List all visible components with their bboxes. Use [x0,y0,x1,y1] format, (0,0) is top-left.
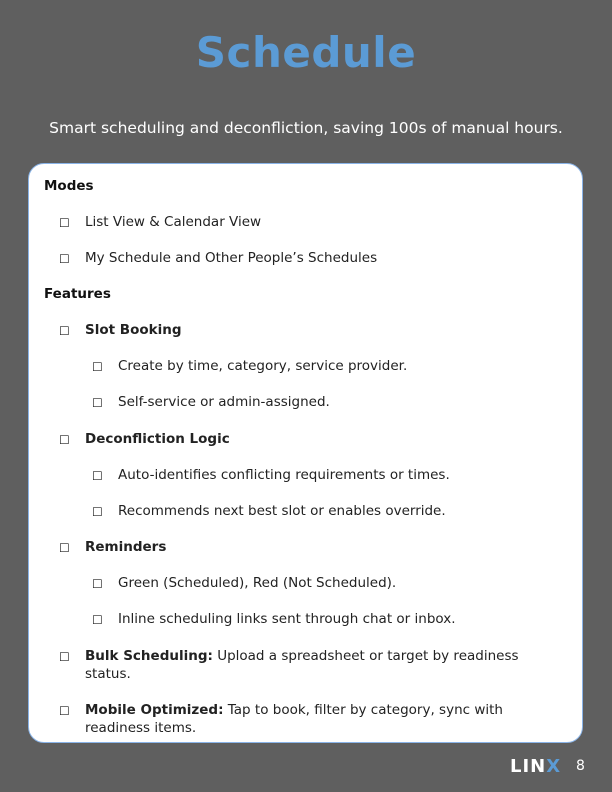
checkbox-icon: ☐ [59,216,70,230]
feature-label: Mobile Optimized: [85,702,224,718]
checkbox-icon: ☐ [92,505,103,519]
content-card [28,163,583,743]
linx-logo: LINX [510,756,562,777]
modes-heading: Modes [44,178,94,194]
feature-detail: Upload a spreadsheet or target by readiness status. [85,648,519,682]
feature-detail: Recommends next best slot or enables override. [118,503,446,519]
feature-label: Bulk Scheduling: [85,648,213,664]
page-number: 8 [576,758,585,774]
feature-label: Reminders [85,539,167,555]
page-title: Schedule [195,28,417,77]
checkbox-icon: ☐ [92,360,103,374]
checkbox-icon: ☐ [59,433,70,447]
feature-detail: Self-service or admin-assigned. [118,394,330,410]
feature-detail: Tap to book, filter by category, sync with readiness items. [85,702,503,736]
checkbox-icon: ☐ [59,252,70,266]
checkbox-icon: ☐ [92,577,103,591]
checkbox-icon: ☐ [59,324,70,338]
feature-label: Deconfliction Logic [85,431,230,447]
checkbox-icon: ☐ [59,650,70,664]
checkbox-icon: ☐ [92,613,103,627]
checkbox-icon: ☐ [92,469,103,483]
page-subtitle: Smart scheduling and deconfliction, saving 100s of manual hours. [49,119,563,137]
feature-label: Slot Booking [85,322,182,338]
feature-detail: Auto-identifies conflicting requirements or times. [118,467,450,483]
feature-detail: Green (Scheduled), Red (Not Scheduled). [118,575,397,591]
mode-label: List View & Calendar View [85,214,262,230]
feature-detail: Create by time, category, service provider. [118,358,408,374]
checkbox-icon: ☐ [92,396,103,410]
checkbox-icon: ☐ [59,704,70,718]
checkbox-icon: ☐ [59,541,70,555]
mode-label: My Schedule and Other People’s Schedules [85,250,378,266]
feature-detail: Inline scheduling links sent through chat or inbox. [118,611,456,627]
features-heading: Features [44,286,111,302]
